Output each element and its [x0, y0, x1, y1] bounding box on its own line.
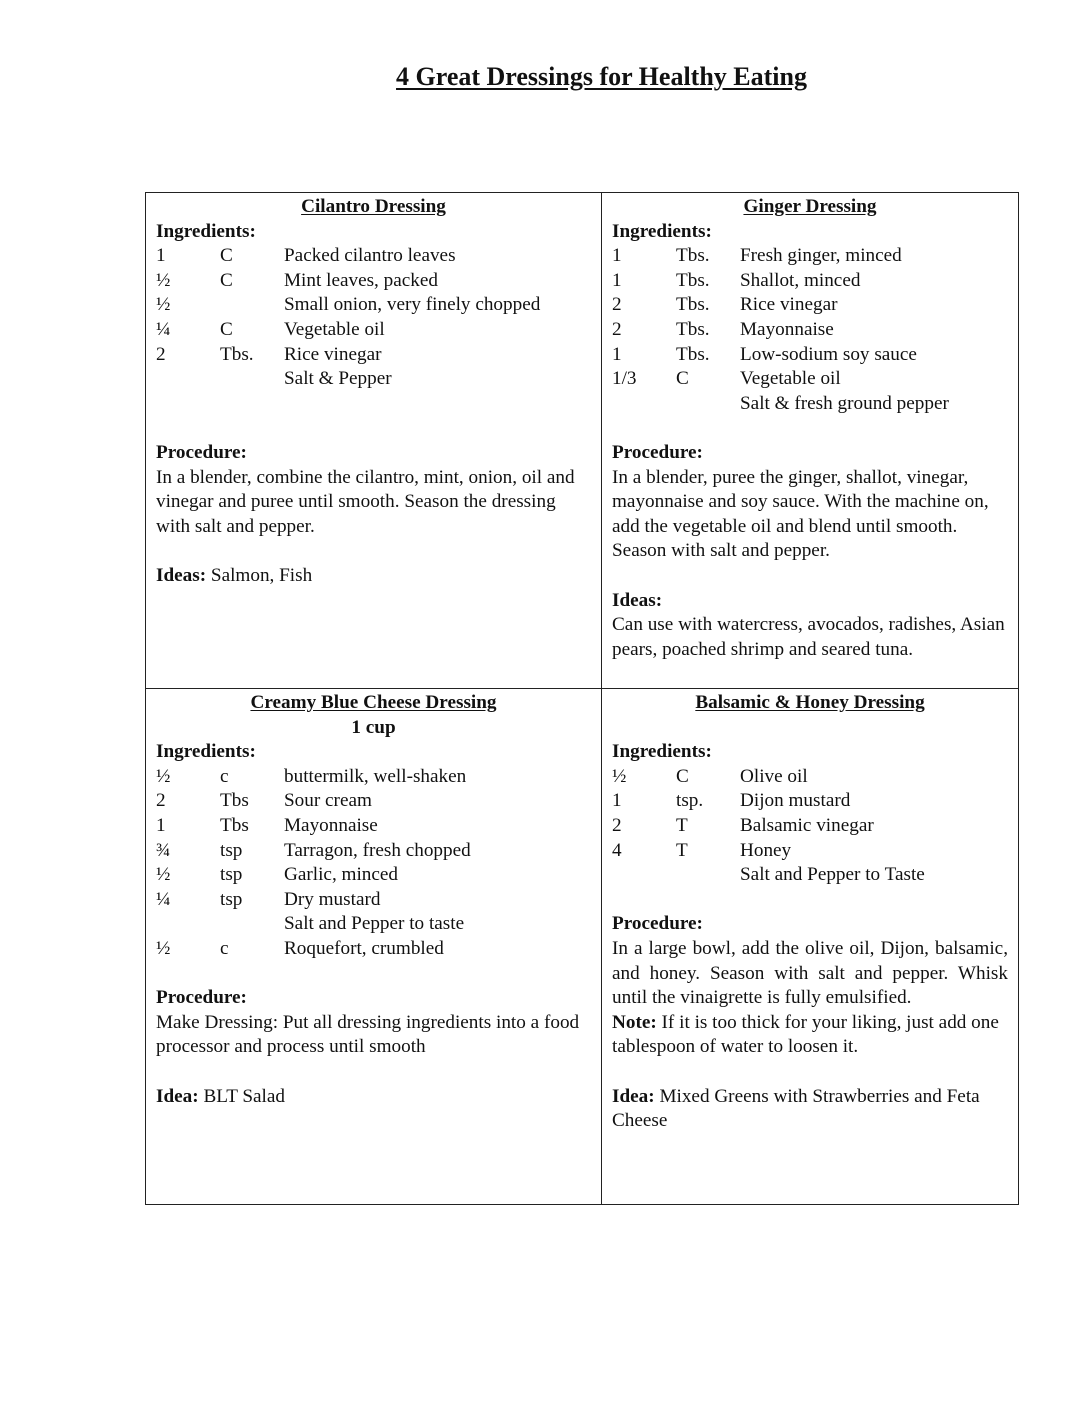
ideas-text: Salmon, Fish: [206, 564, 313, 586]
ingredient-unit: [676, 392, 740, 417]
ingredient-row: [156, 765, 591, 790]
ingredient-row: [156, 343, 591, 368]
ingredient-unit: c: [220, 765, 229, 787]
note-label: Note:: [612, 1011, 657, 1033]
ingredient-qty: 1: [156, 245, 166, 267]
ingredient-row: [156, 367, 591, 392]
procedure-heading: Procedure:: [156, 441, 247, 463]
ideas-line: [156, 564, 591, 589]
ingredient-qty: [156, 912, 220, 937]
ingredient-item: Honey: [740, 839, 792, 861]
recipe-grid: [145, 192, 1019, 1205]
ingredient-item: Mayonnaise: [740, 318, 834, 340]
ingredient-qty: [612, 392, 676, 417]
recipe-card-blue-cheese: [146, 689, 602, 1204]
ingredient-qty: ½: [156, 864, 171, 886]
procedure-heading: Procedure:: [612, 441, 703, 463]
ingredient-qty: 2: [612, 294, 622, 316]
ingredient-unit: Tbs.: [676, 343, 710, 365]
ingredient-qty: 1: [612, 790, 622, 812]
ingredient-row: [156, 912, 591, 937]
recipe-title: Ginger Dressing: [743, 196, 877, 217]
ingredient-item: Low-sodium soy sauce: [740, 343, 917, 365]
ingredient-row: [612, 789, 1008, 814]
idea-line: [612, 1085, 1008, 1134]
ideas-text: Can use with watercress, avocados, radishes, Asian pears, poached shrimp and seared tuna.: [612, 614, 1005, 660]
procedure-text: Make Dressing: Put all dressing ingredients into a food processor and process until smooth: [156, 1011, 580, 1058]
ingredient-row: [612, 814, 1008, 839]
ingredient-unit: [220, 293, 284, 318]
ingredient-unit: tsp: [220, 839, 243, 861]
ingredient-item: Salt and Pepper to Taste: [740, 864, 925, 886]
ingredients-heading: Ingredients:: [156, 741, 256, 763]
ingredient-item: Small onion, very finely chopped: [284, 294, 541, 316]
ingredient-item: Shallot, minced: [740, 269, 861, 291]
ingredient-qty: ½: [156, 269, 171, 291]
ingredient-row: [156, 814, 591, 839]
ingredient-row: [612, 765, 1008, 790]
ingredient-unit: tsp: [220, 888, 243, 910]
ingredient-row: [156, 269, 591, 294]
ingredient-unit: T: [676, 839, 688, 861]
ingredient-item: buttermilk, well-shaken: [284, 765, 467, 787]
ingredient-qty: 2: [156, 343, 166, 365]
recipe-yield: 1 cup: [351, 716, 396, 738]
ingredient-row: [156, 937, 591, 962]
ingredient-qty: ½: [156, 937, 171, 959]
ingredient-item: Vegetable oil: [284, 318, 385, 340]
ideas-heading: Ideas:: [612, 589, 663, 611]
idea-label: Idea:: [612, 1085, 655, 1107]
ingredient-unit: C: [220, 269, 233, 291]
ingredients-heading: Ingredients:: [612, 741, 712, 763]
ingredient-item: Rice vinegar: [284, 343, 382, 365]
ingredient-qty: 4: [612, 839, 622, 861]
ingredients-list: [612, 765, 1008, 888]
recipe-card-ginger: [602, 193, 1018, 689]
ingredient-unit: T: [676, 814, 688, 836]
ingredient-item: Olive oil: [740, 765, 808, 787]
procedure-text: In a large bowl, add the olive oil, Dijon, balsamic, and honey. Season with salt and pepper. Whisk until the vinaigrette is fully emulsified.: [612, 937, 1008, 1009]
recipe-title: Balsamic & Honey Dressing: [695, 692, 925, 713]
ingredient-row: [612, 269, 1008, 294]
ingredient-unit: [220, 367, 284, 392]
ingredient-qty: 2: [612, 814, 622, 836]
ingredient-row: [156, 789, 591, 814]
ingredient-unit: Tbs.: [676, 269, 710, 291]
idea-text: Mixed Greens with Strawberries and Feta Cheese: [612, 1085, 980, 1132]
ingredient-row: [612, 244, 1008, 269]
ingredient-unit: Tbs.: [676, 318, 710, 340]
ingredient-row: [156, 839, 591, 864]
ingredient-unit: C: [220, 245, 233, 267]
ingredient-row: [156, 888, 591, 913]
ingredient-unit: tsp.: [676, 790, 704, 812]
ingredient-unit: C: [676, 368, 689, 390]
ingredient-unit: Tbs: [220, 790, 249, 812]
ingredient-item: Sour cream: [284, 790, 372, 812]
ingredient-row: [612, 392, 1008, 417]
ingredient-item: Salt and Pepper to taste: [284, 913, 465, 935]
ingredient-unit: C: [676, 765, 689, 787]
ingredient-item: Salt & fresh ground pepper: [740, 392, 949, 414]
ingredient-item: Dry mustard: [284, 888, 381, 910]
ingredient-qty: 2: [612, 318, 622, 340]
ingredient-qty: [156, 367, 220, 392]
ingredient-row: [612, 343, 1008, 368]
ingredient-qty: ¾: [156, 839, 171, 861]
ingredient-qty: ½: [156, 765, 171, 787]
ingredient-qty: 1: [156, 814, 166, 836]
ideas-label: Ideas:: [156, 564, 207, 586]
ingredient-unit: [676, 863, 740, 888]
ingredients-heading: Ingredients:: [156, 220, 256, 242]
procedure-text: In a blender, puree the ginger, shallot, vinegar, mayonnaise and soy sauce. With the machine on, add the vegetable oil and blend until smooth. Season with salt and pepper.: [612, 466, 989, 562]
ingredient-item: Rice vinegar: [740, 294, 838, 316]
ingredient-unit: Tbs.: [220, 343, 254, 365]
ingredient-unit: Tbs.: [676, 245, 710, 267]
ingredient-item: Fresh ginger, minced: [740, 245, 902, 267]
ingredient-row: [156, 244, 591, 269]
idea-text: BLT Salad: [198, 1085, 285, 1107]
idea-label: Idea:: [156, 1085, 199, 1107]
ingredients-list: [156, 765, 591, 962]
ingredient-item: Tarragon, fresh chopped: [284, 839, 471, 861]
ingredient-row: [612, 839, 1008, 864]
note-text: If it is too thick for your liking, just add one tablespoon of water to loosen it.: [612, 1011, 999, 1058]
ingredient-unit: C: [220, 318, 233, 340]
ingredients-list: [612, 244, 1008, 416]
ingredient-unit: [220, 912, 284, 937]
ingredient-item: Salt & Pepper: [284, 368, 392, 390]
ingredient-unit: Tbs.: [676, 294, 710, 316]
ingredient-qty: ¼: [156, 318, 171, 340]
ingredient-row: [612, 318, 1008, 343]
procedure-heading: Procedure:: [156, 987, 247, 1009]
ingredients-list: [156, 244, 591, 392]
ingredient-qty: ½: [612, 765, 627, 787]
ingredients-heading: Ingredients:: [612, 220, 712, 242]
ingredient-qty: 1: [612, 245, 622, 267]
ingredient-row: [156, 293, 591, 318]
ingredient-qty: 1/3: [612, 368, 637, 390]
ingredient-item: Garlic, minced: [284, 864, 399, 886]
page-title: 4 Great Dressings for Healthy Eating: [396, 62, 807, 91]
ingredient-item: Balsamic vinegar: [740, 814, 874, 836]
ingredient-row: [156, 863, 591, 888]
ingredient-row: [612, 863, 1008, 888]
ingredient-row: [156, 318, 591, 343]
ingredient-unit: c: [220, 937, 229, 959]
ingredient-item: Mint leaves, packed: [284, 269, 438, 291]
recipe-card-balsamic: [602, 689, 1018, 1204]
note-line: [612, 1011, 1008, 1060]
procedure-heading: Procedure:: [612, 913, 703, 935]
ingredient-qty: 1: [612, 269, 622, 291]
recipe-title: Creamy Blue Cheese Dressing: [250, 692, 497, 713]
ingredient-item: Dijon mustard: [740, 790, 851, 812]
ingredient-item: Vegetable oil: [740, 368, 841, 390]
ingredient-item: Roquefort, crumbled: [284, 937, 444, 959]
ingredient-item: Mayonnaise: [284, 814, 378, 836]
ingredient-qty: 1: [612, 343, 622, 365]
procedure-text: In a blender, combine the cilantro, mint, onion, oil and vinegar and puree until smooth. Season the dressing with salt and pepper.: [156, 466, 575, 537]
ingredient-unit: tsp: [220, 864, 243, 886]
ingredient-unit: Tbs: [220, 814, 249, 836]
ingredient-qty: 2: [156, 790, 166, 812]
ingredient-qty: [612, 863, 676, 888]
ingredient-qty: ¼: [156, 888, 171, 910]
ingredient-row: [612, 367, 1008, 392]
ingredient-qty: ½: [156, 294, 171, 316]
ingredient-row: [612, 293, 1008, 318]
recipe-title: Cilantro Dressing: [301, 196, 446, 217]
recipe-card-cilantro: [146, 193, 602, 689]
ingredient-item: Packed cilantro leaves: [284, 245, 456, 267]
idea-line: [156, 1085, 591, 1110]
